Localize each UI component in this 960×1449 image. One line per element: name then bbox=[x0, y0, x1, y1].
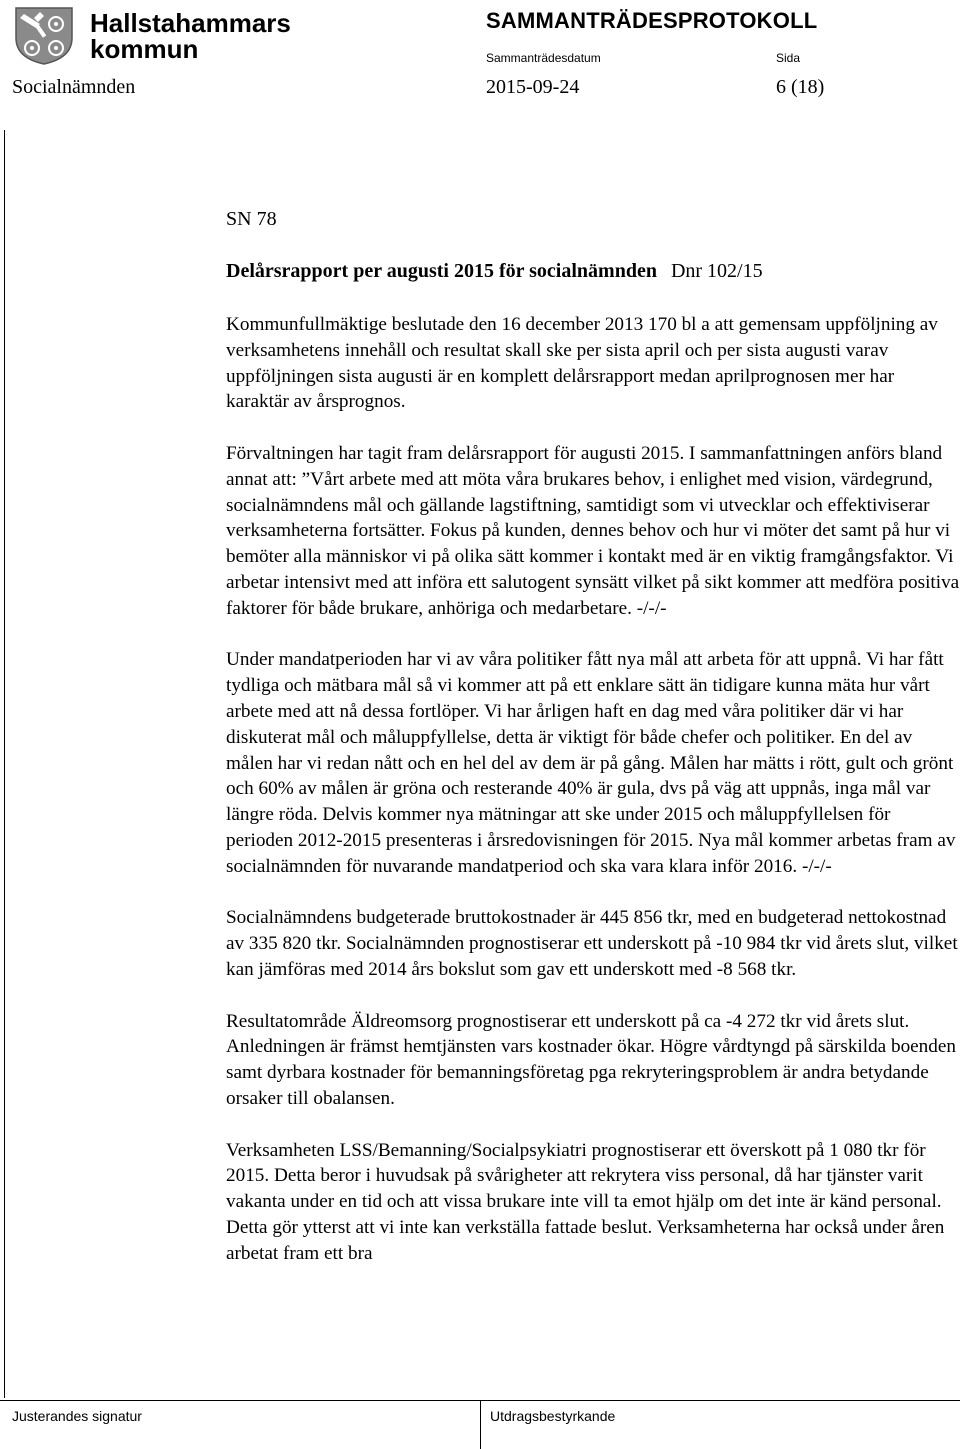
section-title-row bbox=[226, 260, 926, 283]
logo-text bbox=[90, 10, 291, 62]
dnr-number: Dnr 102/15 bbox=[670, 260, 763, 282]
meeting-date: 2015-09-24 bbox=[486, 76, 580, 98]
body-name: Socialnämnden bbox=[12, 76, 136, 98]
paragraph: Socialnämndens budgeterade bruttokostnader är 445 856 tkr, med en budgeterad nettokostnad av 335 820 tkr. Socialnämnden prognostiserar ett underskott på -10 984 tkr vid årets slut, vilket kan jämföras med 2014 års bokslut som gav ett underskott med -8 568 tkr. bbox=[226, 907, 958, 980]
page-label: Sida bbox=[776, 51, 801, 65]
municipality-logo bbox=[10, 4, 291, 66]
paragraph: Under mandatperioden har vi av våra politiker fått nya mål att arbeta för att uppnå. Vi har fått tydliga och mätbara mål så vi kommer att på ett enklare sätt än tidigare kunna mäta hur vårt arbete med att nå dessa fortlöper. Vi har årligen haft en dag med våra politiker där vi har diskuterat mål och måluppfyllelse, detta är viktigt för både chefer och politiker. En del av målen har vi redan nått och en hel del av dem är på gång. Målen har mätts i rött, gult och grönt och 60% av målen är gröna och resterande 40% är gula, dvs på väg att uppnås, inga mål var längre röda. Delvis kommer nya mätningar att ske under 2015 och måluppfyllelsen för perioden 2012-2015 presenteras i årsredovisningen för 2015. Nya mål kommer arbetas fram av socialnämnden för nuvarande mandatperiod och ska vara klara inför 2016. -/-/- bbox=[226, 649, 956, 877]
section-number: SN 78 bbox=[226, 208, 277, 230]
paragraph: Kommunfullmäktige beslutade den 16 december 2013 170 bl a att gemensam uppföljning av verksamhetens innehåll och resultat skall ske per sista april och per sista augusti varav uppföljningen sista augusti är en komplett delårsrapport medan aprilprognosen mer har karaktär av årsprognos. bbox=[226, 314, 938, 413]
paragraph: Resultatområde Äldreomsorg prognostiserar ett underskott på ca -4 272 tkr vid årets slut. Anledningen är främst hemtjänsten vars kostnader ökar. Högre vårdtyngd på särskilda boenden samt dyrbara kostnader för bemanningsföretag pga rekryteringsproblem är andra betydande orsaker till obalansen. bbox=[226, 1010, 956, 1109]
paragraph: Förvaltningen har tagit fram delårsrapport för augusti 2015. I sammanfattningen anförs bland annat att: ”Vårt arbete med att möta våra brukares behov, i enlighet med vision, värdegrund, socialnämndens mål och gällande lagstiftning, samtidigt som vi utvecklar och effektiviserar verksamheterna fortsätter. Fokus på kunden, dennes behov och hur vi möter det samt på hur vi bemöter alla människor vi på olika sätt kommer i kontakt med är en viktig framgångsfaktor. Vi arbetar intensivt med att införa ett salutogent synsätt vilket på sikt kommer att medföra positiva faktorer för både brukare, anhöriga och medarbetare. -/-/- bbox=[226, 442, 960, 619]
left-margin-line bbox=[4, 130, 5, 1398]
org-name-line1: Hallstahammars bbox=[90, 8, 291, 38]
page-number: 6 (18) bbox=[776, 76, 825, 98]
footer-column-divider bbox=[480, 1400, 481, 1449]
signature-label: Justerandes signatur bbox=[12, 1408, 142, 1424]
section-body bbox=[226, 312, 960, 1292]
document-type: SAMMANTRÄDESPROTOKOLL bbox=[486, 8, 818, 33]
extract-label: Utdragsbestyrkande bbox=[490, 1408, 616, 1424]
org-name-line2: kommun bbox=[90, 34, 199, 64]
coat-of-arms-icon bbox=[10, 4, 78, 66]
date-label: Sammanträdesdatum bbox=[486, 51, 601, 65]
paragraph: Verksamheten LSS/Bemanning/Socialpsykiatri prognostiserar ett överskott på 1 080 tkr för 2015. Detta beror i huvudsak på svårigheter att rekrytera viss personal, då har tjänster varit vakanta under en tid och att vissa brukare inte vill ta emot hjälp om det inte är känd personal. Detta gör ytterst att vi inte kan verkställa fattade beslut. Verksamheterna har också under åren arbetat fram ett bra bbox=[226, 1139, 945, 1264]
section-title: Delårsrapport per augusti 2015 för socialnämnden bbox=[226, 260, 657, 282]
